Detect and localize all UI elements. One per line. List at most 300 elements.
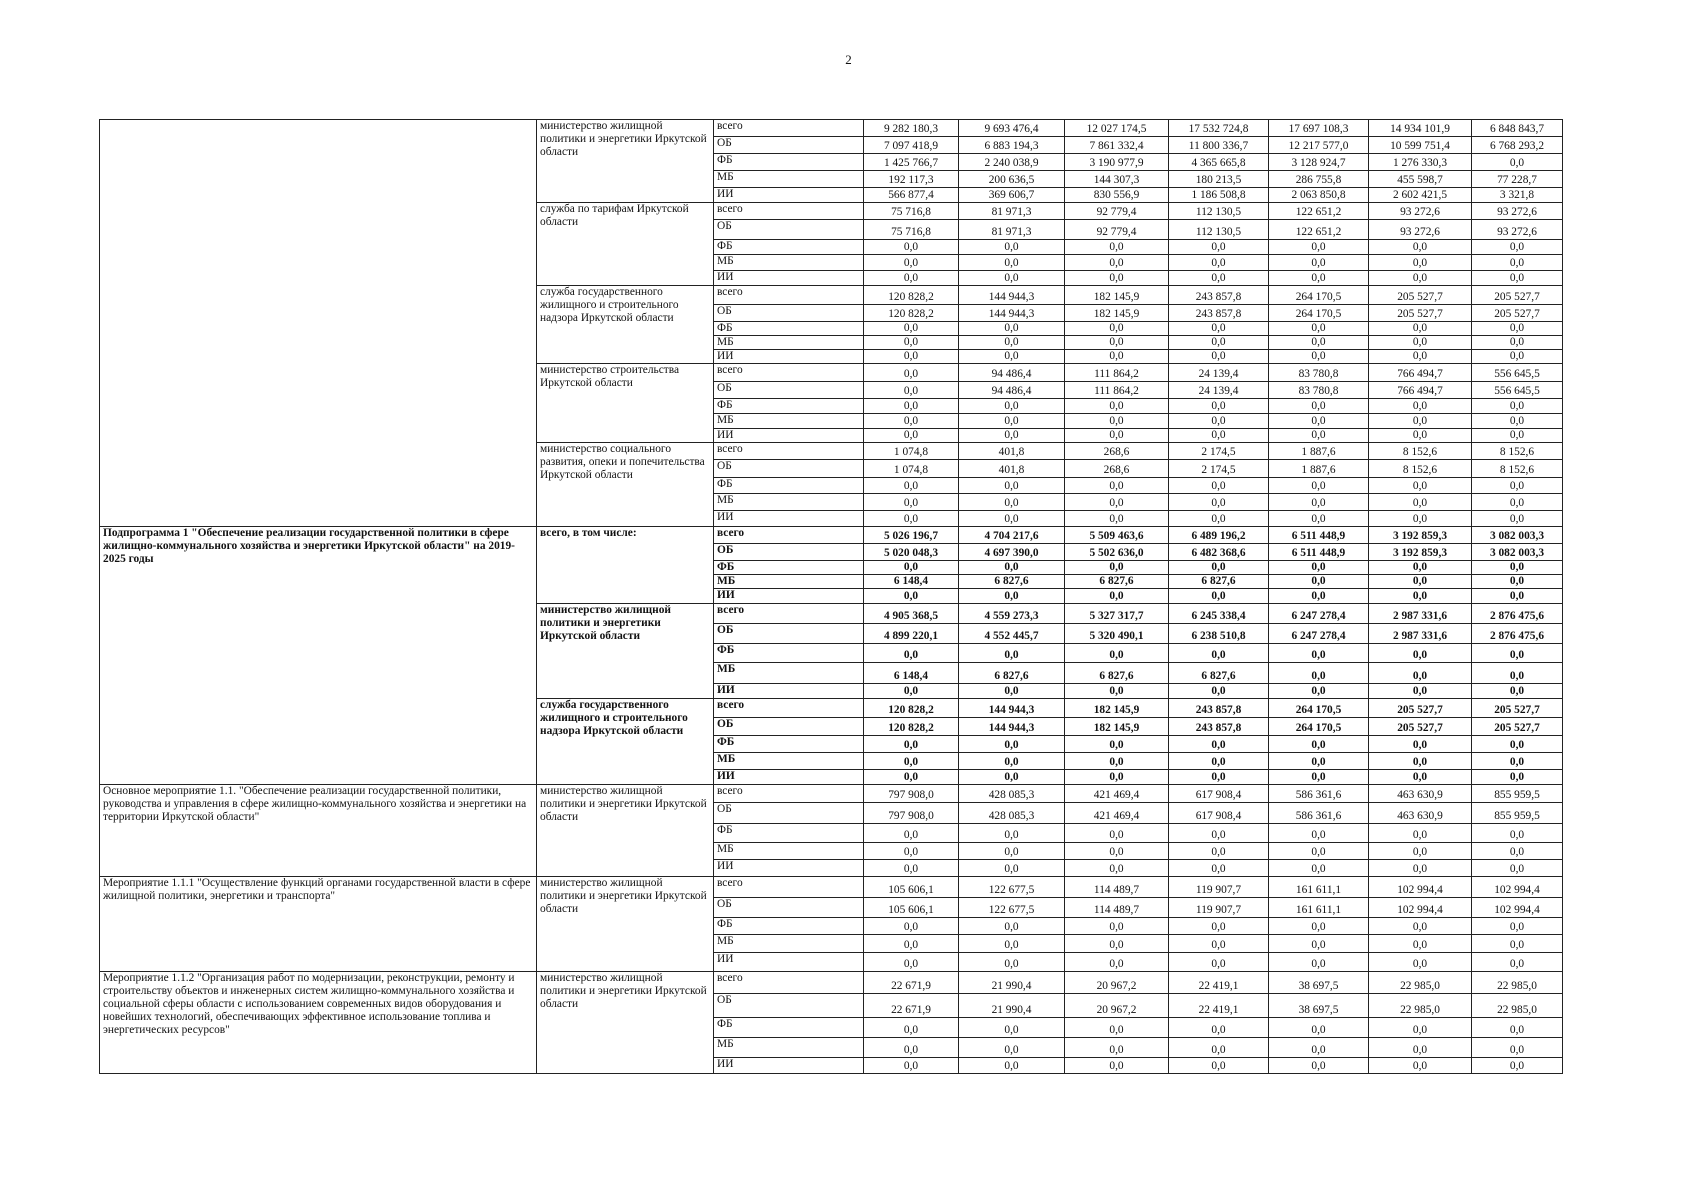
amount-cell: 0,0 xyxy=(959,478,1065,494)
amount-cell: 369 606,7 xyxy=(959,188,1065,203)
amount-cell: 0,0 xyxy=(864,350,959,364)
executor-cell: министерство строительства Иркутской области xyxy=(537,364,714,443)
amount-cell: 2 240 038,9 xyxy=(959,154,1065,171)
funding-source-cell: всего xyxy=(714,364,864,382)
amount-cell: 93 272,6 xyxy=(1472,220,1563,240)
amount-cell: 1 887,6 xyxy=(1269,460,1369,478)
amount-cell: 105 606,1 xyxy=(864,898,959,918)
amount-cell: 1 074,8 xyxy=(864,460,959,478)
amount-cell: 0,0 xyxy=(959,589,1065,604)
funding-source-cell: ФБ xyxy=(714,154,864,171)
amount-cell: 0,0 xyxy=(1269,1058,1369,1074)
table-row xyxy=(100,877,1563,898)
amount-cell: 6 148,4 xyxy=(864,575,959,589)
amount-cell: 182 145,9 xyxy=(1065,718,1169,736)
funding-source-cell: ИИ xyxy=(714,429,864,443)
funding-source-cell: ФБ xyxy=(714,478,864,494)
amount-cell: 0,0 xyxy=(864,770,959,785)
amount-cell: 0,0 xyxy=(1472,684,1563,699)
funding-source-cell: ФБ xyxy=(714,644,864,663)
amount-cell: 120 828,2 xyxy=(864,699,959,718)
amount-cell: 2 063 850,8 xyxy=(1269,188,1369,203)
amount-cell: 0,0 xyxy=(1472,255,1563,271)
amount-cell: 119 907,7 xyxy=(1169,877,1269,898)
funding-source-cell: всего xyxy=(714,699,864,718)
amount-cell: 566 877,4 xyxy=(864,188,959,203)
amount-cell: 0,0 xyxy=(1169,736,1269,753)
amount-cell: 0,0 xyxy=(1369,350,1472,364)
amount-cell: 0,0 xyxy=(1065,684,1169,699)
amount-cell: 0,0 xyxy=(1169,824,1269,843)
amount-cell: 0,0 xyxy=(864,736,959,753)
amount-cell: 0,0 xyxy=(1065,350,1169,364)
amount-cell: 6 848 843,7 xyxy=(1472,120,1563,137)
amount-cell: 0,0 xyxy=(1472,1058,1563,1074)
amount-cell: 5 327 317,7 xyxy=(1065,604,1169,624)
amount-cell: 0,0 xyxy=(1369,271,1472,286)
amount-cell: 2 602 421,5 xyxy=(1369,188,1472,203)
amount-cell: 0,0 xyxy=(864,255,959,271)
amount-cell: 0,0 xyxy=(959,240,1065,255)
amount-cell: 200 636,5 xyxy=(959,171,1065,188)
amount-cell: 0,0 xyxy=(1065,770,1169,785)
amount-cell: 112 130,5 xyxy=(1169,203,1269,220)
amount-cell: 0,0 xyxy=(1269,953,1369,972)
amount-cell: 0,0 xyxy=(1472,1038,1563,1058)
amount-cell: 0,0 xyxy=(864,364,959,382)
amount-cell: 6 247 278,4 xyxy=(1269,604,1369,624)
amount-cell: 182 145,9 xyxy=(1065,305,1169,322)
amount-cell: 0,0 xyxy=(959,953,1065,972)
amount-cell: 0,0 xyxy=(1065,935,1169,953)
amount-cell: 0,0 xyxy=(1065,322,1169,336)
funding-source-cell: ФБ xyxy=(714,824,864,843)
amount-cell: 205 527,7 xyxy=(1472,305,1563,322)
amount-cell: 556 645,5 xyxy=(1472,382,1563,399)
funding-source-cell: ИИ xyxy=(714,271,864,286)
amount-cell: 6 245 338,4 xyxy=(1169,604,1269,624)
funding-source-cell: ИИ xyxy=(714,770,864,785)
funding-source-cell: ИИ xyxy=(714,860,864,877)
amount-cell: 0,0 xyxy=(864,478,959,494)
executor-cell: министерство жилищной политики и энергетики Иркутской области xyxy=(537,785,714,877)
funding-source-cell: всего xyxy=(714,443,864,460)
amount-cell: 205 527,7 xyxy=(1369,718,1472,736)
amount-cell: 6 827,6 xyxy=(1065,575,1169,589)
amount-cell: 421 469,4 xyxy=(1065,803,1169,824)
funding-source-cell: ИИ xyxy=(714,350,864,364)
amount-cell: 0,0 xyxy=(1369,860,1472,877)
amount-cell: 4 704 217,6 xyxy=(959,527,1065,544)
table-row xyxy=(100,120,1563,137)
amount-cell: 120 828,2 xyxy=(864,305,959,322)
amount-cell: 6 148,4 xyxy=(864,663,959,684)
amount-cell: 10 599 751,4 xyxy=(1369,137,1472,154)
amount-cell: 0,0 xyxy=(1169,336,1269,350)
amount-cell: 0,0 xyxy=(1472,589,1563,604)
amount-cell: 2 987 331,6 xyxy=(1369,604,1472,624)
amount-cell: 0,0 xyxy=(1369,255,1472,271)
amount-cell: 0,0 xyxy=(959,494,1065,511)
amount-cell: 5 509 463,6 xyxy=(1065,527,1169,544)
funding-source-cell: ОБ xyxy=(714,220,864,240)
amount-cell: 6 482 368,6 xyxy=(1169,544,1269,561)
amount-cell: 0,0 xyxy=(1369,770,1472,785)
executor-cell: служба государственного жилищного и строительного надзора Иркутской области xyxy=(537,286,714,364)
amount-cell: 6 827,6 xyxy=(959,575,1065,589)
amount-cell: 243 857,8 xyxy=(1169,718,1269,736)
funding-source-cell: всего xyxy=(714,286,864,305)
amount-cell: 797 908,0 xyxy=(864,785,959,803)
amount-cell: 0,0 xyxy=(1369,511,1472,527)
amount-cell: 0,0 xyxy=(1472,271,1563,286)
amount-cell: 0,0 xyxy=(959,1018,1065,1038)
amount-cell: 428 085,3 xyxy=(959,803,1065,824)
funding-source-cell: МБ xyxy=(714,494,864,511)
amount-cell: 0,0 xyxy=(864,684,959,699)
amount-cell: 5 320 490,1 xyxy=(1065,624,1169,644)
amount-cell: 0,0 xyxy=(959,255,1065,271)
program-name-cell: Основное мероприятие 1.1. "Обеспечение реализации государственной политики, руководства и управления в сфере жилищно-коммунального хозяйства и энергетики на территории Иркутской области" xyxy=(100,785,537,877)
amount-cell: 14 934 101,9 xyxy=(1369,120,1472,137)
amount-cell: 3 190 977,9 xyxy=(1065,154,1169,171)
amount-cell: 12 027 174,5 xyxy=(1065,120,1169,137)
funding-source-cell: ФБ xyxy=(714,1018,864,1038)
amount-cell: 286 755,8 xyxy=(1269,171,1369,188)
funding-source-cell: ИИ xyxy=(714,589,864,604)
executor-cell: служба по тарифам Иркутской области xyxy=(537,203,714,286)
amount-cell: 6 489 196,2 xyxy=(1169,527,1269,544)
amount-cell: 1 276 330,3 xyxy=(1369,154,1472,171)
amount-cell: 161 611,1 xyxy=(1269,898,1369,918)
amount-cell: 0,0 xyxy=(959,753,1065,770)
amount-cell: 0,0 xyxy=(864,918,959,935)
amount-cell: 0,0 xyxy=(864,1038,959,1058)
amount-cell: 0,0 xyxy=(1269,271,1369,286)
amount-cell: 0,0 xyxy=(864,1018,959,1038)
program-name-cell: Подпрограмма 1 "Обеспечение реализации государственной политики в сфере жилищно-коммунального хозяйства и энергетики Иркутской области" на 2019-2025 годы xyxy=(100,527,537,785)
amount-cell: 0,0 xyxy=(1472,494,1563,511)
amount-cell: 0,0 xyxy=(864,414,959,429)
amount-cell: 22 419,1 xyxy=(1169,994,1269,1018)
amount-cell: 114 489,7 xyxy=(1065,898,1169,918)
amount-cell: 0,0 xyxy=(959,350,1065,364)
amount-cell: 0,0 xyxy=(1269,478,1369,494)
amount-cell: 0,0 xyxy=(959,511,1065,527)
funding-source-cell: ОБ xyxy=(714,305,864,322)
amount-cell: 0,0 xyxy=(1369,240,1472,255)
amount-cell: 0,0 xyxy=(1269,336,1369,350)
amount-cell: 243 857,8 xyxy=(1169,286,1269,305)
amount-cell: 0,0 xyxy=(959,1058,1065,1074)
amount-cell: 92 779,4 xyxy=(1065,203,1169,220)
amount-cell: 0,0 xyxy=(1472,918,1563,935)
amount-cell: 0,0 xyxy=(1065,511,1169,527)
amount-cell: 0,0 xyxy=(1369,843,1472,860)
amount-cell: 0,0 xyxy=(1472,478,1563,494)
amount-cell: 0,0 xyxy=(1369,414,1472,429)
funding-source-cell: всего xyxy=(714,120,864,137)
amount-cell: 6 247 278,4 xyxy=(1269,624,1369,644)
amount-cell: 0,0 xyxy=(1169,399,1269,414)
amount-cell: 556 645,5 xyxy=(1472,364,1563,382)
amount-cell: 4 365 665,8 xyxy=(1169,154,1269,171)
funding-source-cell: ИИ xyxy=(714,1058,864,1074)
executor-cell: всего, в том числе: xyxy=(537,527,714,604)
amount-cell: 6 511 448,9 xyxy=(1269,527,1369,544)
amount-cell: 6 883 194,3 xyxy=(959,137,1065,154)
amount-cell: 0,0 xyxy=(1472,843,1563,860)
amount-cell: 75 716,8 xyxy=(864,220,959,240)
funding-source-cell: ИИ xyxy=(714,188,864,203)
amount-cell: 0,0 xyxy=(1169,770,1269,785)
amount-cell: 6 238 510,8 xyxy=(1169,624,1269,644)
amount-cell: 3 321,8 xyxy=(1472,188,1563,203)
amount-cell: 268,6 xyxy=(1065,443,1169,460)
amount-cell: 0,0 xyxy=(864,753,959,770)
amount-cell: 0,0 xyxy=(864,824,959,843)
amount-cell: 586 361,6 xyxy=(1269,785,1369,803)
amount-cell: 205 527,7 xyxy=(1472,286,1563,305)
amount-cell: 0,0 xyxy=(1369,1018,1472,1038)
amount-cell: 0,0 xyxy=(1169,935,1269,953)
table-row xyxy=(100,527,1563,544)
amount-cell: 0,0 xyxy=(1269,561,1369,575)
amount-cell: 855 959,5 xyxy=(1472,803,1563,824)
amount-cell: 0,0 xyxy=(1065,1038,1169,1058)
amount-cell: 0,0 xyxy=(1065,255,1169,271)
amount-cell: 9 693 476,4 xyxy=(959,120,1065,137)
amount-cell: 268,6 xyxy=(1065,460,1169,478)
amount-cell: 264 170,5 xyxy=(1269,718,1369,736)
amount-cell: 9 282 180,3 xyxy=(864,120,959,137)
amount-cell: 8 152,6 xyxy=(1472,460,1563,478)
amount-cell: 0,0 xyxy=(1472,824,1563,843)
amount-cell: 0,0 xyxy=(1065,736,1169,753)
amount-cell: 463 630,9 xyxy=(1369,803,1472,824)
amount-cell: 144 944,3 xyxy=(959,699,1065,718)
amount-cell: 0,0 xyxy=(1269,494,1369,511)
amount-cell: 0,0 xyxy=(1369,935,1472,953)
amount-cell: 0,0 xyxy=(1065,589,1169,604)
amount-cell: 0,0 xyxy=(1369,663,1472,684)
amount-cell: 0,0 xyxy=(1269,511,1369,527)
funding-source-cell: всего xyxy=(714,877,864,898)
funding-source-cell: всего xyxy=(714,972,864,994)
amount-cell: 0,0 xyxy=(1472,575,1563,589)
amount-cell: 2 987 331,6 xyxy=(1369,624,1472,644)
amount-cell: 0,0 xyxy=(1065,918,1169,935)
amount-cell: 0,0 xyxy=(864,240,959,255)
amount-cell: 93 272,6 xyxy=(1472,203,1563,220)
funding-source-cell: МБ xyxy=(714,1038,864,1058)
amount-cell: 0,0 xyxy=(1169,843,1269,860)
amount-cell: 205 527,7 xyxy=(1472,718,1563,736)
amount-cell: 144 944,3 xyxy=(959,718,1065,736)
funding-source-cell: МБ xyxy=(714,935,864,953)
amount-cell: 0,0 xyxy=(1269,575,1369,589)
amount-cell: 102 994,4 xyxy=(1369,898,1472,918)
amount-cell: 0,0 xyxy=(959,918,1065,935)
amount-cell: 0,0 xyxy=(1369,429,1472,443)
amount-cell: 122 677,5 xyxy=(959,898,1065,918)
program-name-cell: Мероприятие 1.1.1 "Осуществление функций органами государственной власти в сфере жилищной политики, энергетики и транспорта" xyxy=(100,877,537,972)
amount-cell: 0,0 xyxy=(1269,322,1369,336)
amount-cell: 102 994,4 xyxy=(1472,877,1563,898)
amount-cell: 21 990,4 xyxy=(959,994,1065,1018)
amount-cell: 0,0 xyxy=(959,684,1065,699)
amount-cell: 0,0 xyxy=(1369,494,1472,511)
amount-cell: 0,0 xyxy=(1269,644,1369,663)
amount-cell: 0,0 xyxy=(1169,271,1269,286)
amount-cell: 0,0 xyxy=(864,953,959,972)
amount-cell: 6 768 293,2 xyxy=(1472,137,1563,154)
amount-cell: 0,0 xyxy=(1269,684,1369,699)
amount-cell: 1 887,6 xyxy=(1269,443,1369,460)
amount-cell: 182 145,9 xyxy=(1065,286,1169,305)
funding-source-cell: ОБ xyxy=(714,994,864,1018)
amount-cell: 3 082 003,3 xyxy=(1472,527,1563,544)
funding-source-cell: ФБ xyxy=(714,736,864,753)
amount-cell: 0,0 xyxy=(1269,736,1369,753)
amount-cell: 0,0 xyxy=(1169,494,1269,511)
amount-cell: 0,0 xyxy=(1472,753,1563,770)
funding-source-cell: ОБ xyxy=(714,460,864,478)
funding-source-cell: ОБ xyxy=(714,803,864,824)
funding-source-cell: ФБ xyxy=(714,918,864,935)
amount-cell: 0,0 xyxy=(1169,1058,1269,1074)
amount-cell: 0,0 xyxy=(1065,843,1169,860)
amount-cell: 0,0 xyxy=(1169,322,1269,336)
amount-cell: 0,0 xyxy=(1269,350,1369,364)
amount-cell: 75 716,8 xyxy=(864,203,959,220)
amount-cell: 0,0 xyxy=(959,644,1065,663)
amount-cell: 205 527,7 xyxy=(1369,699,1472,718)
table-row xyxy=(100,785,1563,803)
amount-cell: 144 944,3 xyxy=(959,286,1065,305)
amount-cell: 0,0 xyxy=(1269,918,1369,935)
amount-cell: 180 213,5 xyxy=(1169,171,1269,188)
amount-cell: 830 556,9 xyxy=(1065,188,1169,203)
amount-cell: 0,0 xyxy=(1269,753,1369,770)
amount-cell: 428 085,3 xyxy=(959,785,1065,803)
amount-cell: 0,0 xyxy=(864,843,959,860)
amount-cell: 0,0 xyxy=(1472,663,1563,684)
program-name-cell: Мероприятие 1.1.2 "Организация работ по модернизации, реконструкции, ремонту и строительству объектов и инженерных систем жилищно-коммунального хозяйства и социальной сферы области с использованием современных видов оборудования и новейших технологий, обеспечивающих эффективное использование топлива и энергетических ресурсов" xyxy=(100,972,537,1074)
amount-cell: 0,0 xyxy=(1369,953,1472,972)
amount-cell: 0,0 xyxy=(959,429,1065,443)
amount-cell: 401,8 xyxy=(959,460,1065,478)
amount-cell: 0,0 xyxy=(864,399,959,414)
amount-cell: 617 908,4 xyxy=(1169,803,1269,824)
amount-cell: 0,0 xyxy=(1065,1018,1169,1038)
amount-cell: 0,0 xyxy=(1169,350,1269,364)
funding-source-cell: ИИ xyxy=(714,511,864,527)
amount-cell: 0,0 xyxy=(1369,561,1472,575)
amount-cell: 0,0 xyxy=(1472,1018,1563,1038)
amount-cell: 0,0 xyxy=(1065,429,1169,443)
funding-source-cell: МБ xyxy=(714,171,864,188)
executor-cell: министерство жилищной политики и энергетики Иркутской области xyxy=(537,972,714,1074)
amount-cell: 120 828,2 xyxy=(864,718,959,736)
amount-cell: 4 559 273,3 xyxy=(959,604,1065,624)
funding-source-cell: всего xyxy=(714,203,864,220)
amount-cell: 0,0 xyxy=(864,322,959,336)
funding-source-cell: ФБ xyxy=(714,399,864,414)
amount-cell: 122 651,2 xyxy=(1269,203,1369,220)
amount-cell: 0,0 xyxy=(959,399,1065,414)
funding-source-cell: ОБ xyxy=(714,898,864,918)
amount-cell: 5 502 636,0 xyxy=(1065,544,1169,561)
amount-cell: 0,0 xyxy=(1472,644,1563,663)
amount-cell: 0,0 xyxy=(864,589,959,604)
amount-cell: 0,0 xyxy=(1369,336,1472,350)
amount-cell: 0,0 xyxy=(1369,644,1472,663)
amount-cell: 0,0 xyxy=(864,1058,959,1074)
amount-cell: 0,0 xyxy=(1269,860,1369,877)
amount-cell: 0,0 xyxy=(1369,736,1472,753)
amount-cell: 93 272,6 xyxy=(1369,203,1472,220)
amount-cell: 7 861 332,4 xyxy=(1065,137,1169,154)
amount-cell: 205 527,7 xyxy=(1369,305,1472,322)
amount-cell: 0,0 xyxy=(1169,414,1269,429)
amount-cell: 0,0 xyxy=(1065,494,1169,511)
amount-cell: 20 967,2 xyxy=(1065,994,1169,1018)
amount-cell: 83 780,8 xyxy=(1269,382,1369,399)
amount-cell: 114 489,7 xyxy=(1065,877,1169,898)
amount-cell: 0,0 xyxy=(1269,1038,1369,1058)
amount-cell: 0,0 xyxy=(959,271,1065,286)
amount-cell: 0,0 xyxy=(864,382,959,399)
amount-cell: 0,0 xyxy=(1369,1058,1472,1074)
amount-cell: 111 864,2 xyxy=(1065,382,1169,399)
amount-cell: 0,0 xyxy=(1269,429,1369,443)
amount-cell: 0,0 xyxy=(1472,240,1563,255)
amount-cell: 0,0 xyxy=(1472,770,1563,785)
amount-cell: 0,0 xyxy=(1065,753,1169,770)
amount-cell: 122 651,2 xyxy=(1269,220,1369,240)
amount-cell: 0,0 xyxy=(864,644,959,663)
amount-cell: 81 971,3 xyxy=(959,203,1065,220)
amount-cell: 0,0 xyxy=(1269,824,1369,843)
amount-cell: 5 026 196,7 xyxy=(864,527,959,544)
amount-cell: 24 139,4 xyxy=(1169,382,1269,399)
amount-cell: 0,0 xyxy=(959,843,1065,860)
amount-cell: 0,0 xyxy=(1169,684,1269,699)
amount-cell: 38 697,5 xyxy=(1269,972,1369,994)
amount-cell: 38 697,5 xyxy=(1269,994,1369,1018)
executor-cell: министерство жилищной политики и энергетики Иркутской области xyxy=(537,877,714,972)
amount-cell: 0,0 xyxy=(1472,561,1563,575)
amount-cell: 0,0 xyxy=(1169,240,1269,255)
amount-cell: 0,0 xyxy=(1472,154,1563,171)
amount-cell: 0,0 xyxy=(1369,589,1472,604)
amount-cell: 0,0 xyxy=(1169,255,1269,271)
amount-cell: 7 097 418,9 xyxy=(864,137,959,154)
amount-cell: 1 074,8 xyxy=(864,443,959,460)
amount-cell: 77 228,7 xyxy=(1472,171,1563,188)
amount-cell: 8 152,6 xyxy=(1369,460,1472,478)
amount-cell: 421 469,4 xyxy=(1065,785,1169,803)
amount-cell: 0,0 xyxy=(1472,953,1563,972)
amount-cell: 0,0 xyxy=(1269,663,1369,684)
amount-cell: 0,0 xyxy=(1269,589,1369,604)
amount-cell: 0,0 xyxy=(1369,478,1472,494)
amount-cell: 22 419,1 xyxy=(1169,972,1269,994)
amount-cell: 463 630,9 xyxy=(1369,785,1472,803)
funding-source-cell: МБ xyxy=(714,336,864,350)
executor-cell: министерство социального развития, опеки и попечительства Иркутской области xyxy=(537,443,714,527)
